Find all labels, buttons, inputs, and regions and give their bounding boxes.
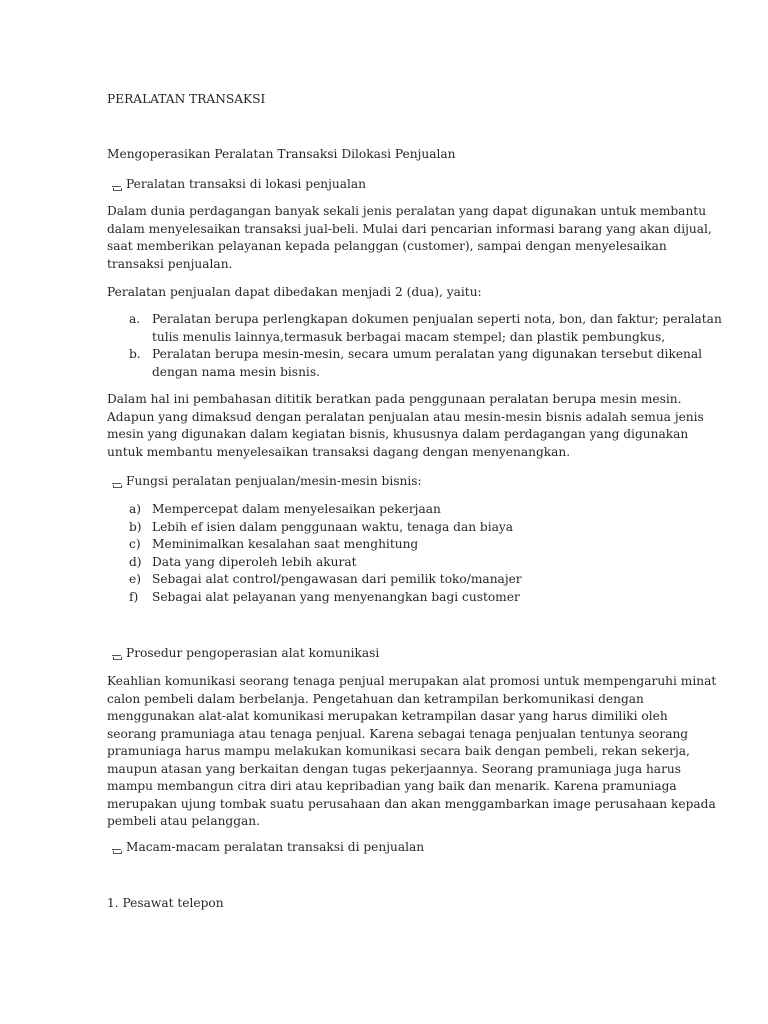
list-marker: a) xyxy=(129,502,142,516)
section-heading-2: Fungsi peralatan penjualan/mesin-mesin bisnis: xyxy=(112,473,422,491)
paragraph-line: maupun atasan yang berkaitan dengan tugas pekerjaannya. Seorang pramuniaga juga harus xyxy=(107,761,682,776)
list-item-text: tulis menulis lainnya,termasuk berbagai macam stempel; dan plastik pembungkus, xyxy=(152,329,666,344)
list-item-text: Mempercepat dalam menyelesaikan pekerjaan xyxy=(152,502,441,516)
list-item-text: Meminimalkan kesalahan saat menghitung xyxy=(152,537,419,551)
list-marker: e) xyxy=(129,572,141,586)
paragraph-line: Peralatan penjualan dapat dibedakan menjadi 2 (dua), yaitu: xyxy=(107,285,482,299)
paragraph-line: Dalam dunia perdagangan banyak sekali jenis peralatan yang dapat digunakan untuk membantu xyxy=(107,204,707,218)
bullet-icon xyxy=(112,652,121,659)
list-item-text: Lebih ef isien dalam penggunaan waktu, tenaga dan biaya xyxy=(152,519,514,534)
page-subtitle: Mengoperasikan Peralatan Transaksi Dilokasi Penjualan xyxy=(107,147,456,161)
list-item-text: Sebagai alat control/pengawasan dari pemilik toko/manajer xyxy=(152,572,522,586)
paragraph-line: Keahlian komunikasi seorang tenaga penjual merupakan alat promosi untuk mempengaruhi minat xyxy=(107,674,717,688)
page-title: PERALATAN TRANSAKSI xyxy=(107,92,266,106)
section-heading-4: Macam-macam peralatan transaksi di penjualan xyxy=(112,839,424,857)
paragraph-line: mampu membangun citra diri atau kepribadian yang baik dan menarik. Karena pramuniaga xyxy=(107,779,677,793)
list-item-text: Peralatan berupa mesin-mesin, secara umum peralatan yang digunakan tersebut dikenal xyxy=(152,347,703,361)
paragraph-line: untuk membantu menyelesaikan transaksi dagang dengan menyenangkan. xyxy=(107,444,571,459)
paragraph-line: saat memberikan pelayanan kepada pelanggan (customer), sampai dengan menyelesaikan xyxy=(107,239,667,253)
list-marker: b) xyxy=(129,519,142,534)
paragraph-line: mesin yang digunakan dalam kegiatan bisnis, khususnya dalam perdagangan yang digunakan xyxy=(107,427,689,441)
numbered-item: 1. Pesawat telepon xyxy=(107,896,224,910)
paragraph-line: merupakan ujung tombak suatu perusahaan dan akan menggambarkan image perusahaan kepada xyxy=(107,796,716,811)
bullet-icon xyxy=(112,183,121,190)
list-marker: b. xyxy=(129,347,141,361)
paragraph-line: calon pembeli dalam berbelanja. Pengetahuan dan ketrampilan berkomunikasi dengan xyxy=(107,691,644,706)
paragraph-line: menggunakan alat-alat komunikasi merupakan ketrampilan dasar yang harus dimiliki oleh xyxy=(107,709,668,723)
list-marker: c) xyxy=(129,537,141,551)
bullet-icon xyxy=(112,846,121,853)
paragraph-line: Dalam hal ini pembahasan dititik beratkan pada penggunaan peralatan berupa mesin mesin. xyxy=(107,392,682,406)
bullet-icon xyxy=(112,480,121,487)
paragraph-line: seorang pramuniaga atau tenaga penjual. Karena sebagai tenaga penjualan tentunya seorang xyxy=(107,726,689,741)
list-item-text: Peralatan berupa perlengkapan dokumen penjualan seperti nota, bon, dan faktur; peralatan xyxy=(152,312,722,326)
paragraph-line: transaksi penjualan. xyxy=(107,256,233,271)
list-marker: a. xyxy=(129,312,141,326)
paragraph-line: dalam menyelesaikan transaksi jual-beli. Mulai dari pencarian informasi barang yang akan dijual, xyxy=(107,221,712,236)
list-item-text: Data yang diperoleh lebih akurat xyxy=(152,554,357,569)
list-item-text: dengan nama mesin bisnis. xyxy=(152,364,320,379)
paragraph-line: Adapun yang dimaksud dengan peralatan penjualan atau mesin-mesin bisnis adalah semua jenis xyxy=(107,409,704,424)
list-marker: d) xyxy=(129,554,142,569)
section-heading-1: Peralatan transaksi di lokasi penjualan xyxy=(112,176,366,194)
list-marker: f) xyxy=(129,589,139,604)
section-heading-3: Prosedur pengoperasian alat komunikasi xyxy=(112,645,379,663)
list-item-text: Sebagai alat pelayanan yang menyenangkan bagi customer xyxy=(152,589,520,604)
paragraph-line: pramuniaga harus mampu melakukan komunikasi secara baik dengan pembeli, rekan sekerja, xyxy=(107,744,690,758)
paragraph-line: pembeli atau pelanggan. xyxy=(107,814,261,828)
